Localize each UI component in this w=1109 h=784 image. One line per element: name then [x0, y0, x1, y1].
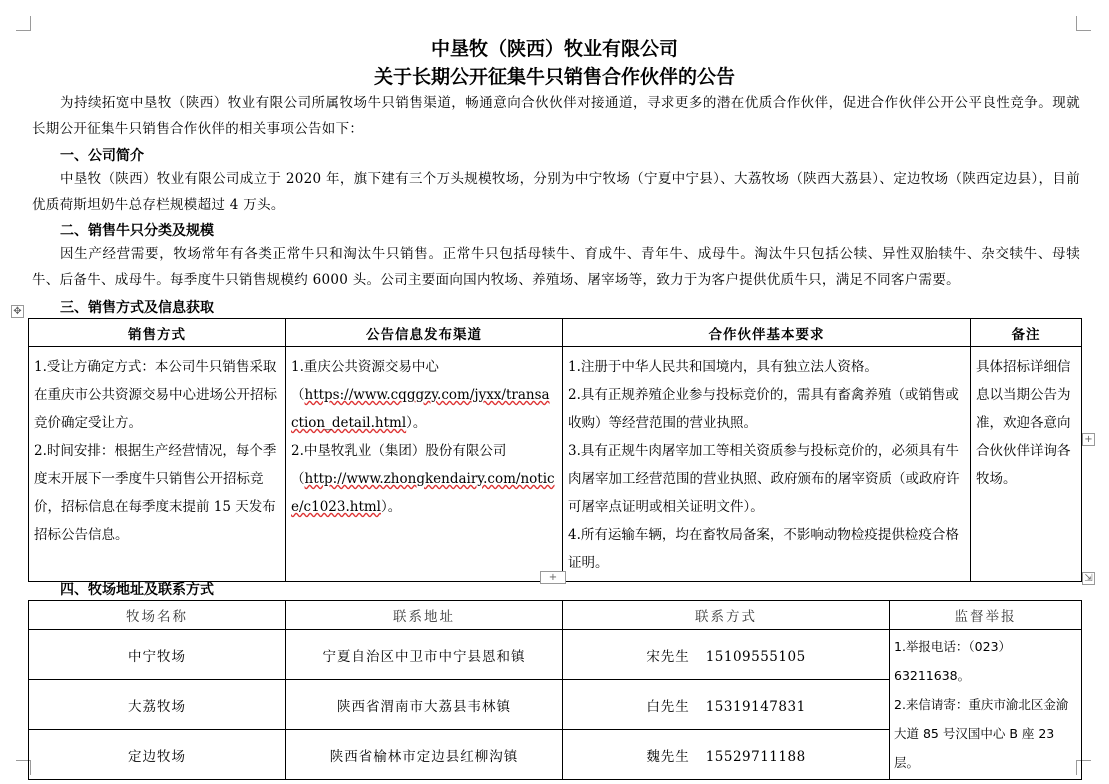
- channel-url-line: [291, 381, 557, 437]
- table-header-row: [29, 319, 1082, 347]
- bracket-open: （: [291, 387, 305, 403]
- sales-method-item: 2.时间安排：根据生产经营情况，每个季度末开展下一季度牛只销售公开招标竞价，招标信息在每季度末提前 15 天发布招标公告信息。: [34, 443, 277, 543]
- channel-link-zhongken[interactable]: http://www.zhongkendairy.com/notice/c1023.html: [291, 471, 555, 515]
- channel-cell: [286, 347, 563, 582]
- notice-title: 关于长期公开征集牛只销售合作伙伴的公告: [373, 66, 735, 88]
- categories-paragraph: 因生产经营需要，牧场常年有各类正常牛只和淘汰牛只销售。正常牛只包括母犊牛、育成牛、青年牛、成母牛。淘汰牛只包括公犊、异性双胎犊牛、杂交犊牛、母犊牛、后备牛、成母牛。每季度牛只销售规模约 6000 头。公司主要面向国内牧场、养殖场、屠宰场等，致力于为客户提供优质牛只，满足不同客户需要。: [32, 246, 1080, 288]
- channel-name: 1.重庆公共资源交易中心: [291, 359, 439, 375]
- section-heading-company: 一、公司简介: [60, 148, 144, 164]
- sales-method-cell: [29, 347, 286, 582]
- channel-link-cqggzy[interactable]: https://www.cqggzy.com/jyxx/transaction_detail.html: [291, 387, 550, 431]
- farm-name: 大荔牧场: [29, 680, 286, 730]
- bracket-close: ）。: [381, 499, 402, 515]
- bracket-close: ）。: [406, 415, 427, 431]
- bracket-open: （: [291, 471, 305, 487]
- table-row: [29, 347, 1082, 582]
- requirements-cell: [563, 347, 971, 582]
- header-publish-channel: 公告信息发布渠道: [286, 319, 563, 347]
- requirement-item: 2.具有正规养殖企业参与投标竞价的，需具有畜禽养殖（或销售或收购）等经营范围的营业执照。: [568, 387, 959, 431]
- farm-contact-table: [28, 600, 1082, 780]
- company-intro-paragraph: 中垦牧（陕西）牧业有限公司成立于 2020 年，旗下建有三个万头规模牧场，分别为中宁牧场（宁夏中宁县）、大荔牧场（陕西大荔县）、定边牧场（陕西定边县），目前优质荷斯坦奶牛总存栏规模超过 4 万头。: [32, 171, 1080, 213]
- section-heading-farms: 四、牧场地址及联系方式: [60, 582, 214, 598]
- header-requirements: 合作伙伴基本要求: [563, 319, 971, 347]
- contact-phone: 15319147831: [705, 698, 806, 715]
- table-row: [29, 630, 1082, 680]
- contact-person: 宋先生: [646, 648, 690, 665]
- requirement-item: 1.注册于中华人民共和国境内，具有独立法人资格。: [568, 359, 878, 375]
- farm-address: 陕西省榆林市定边县红柳沟镇: [286, 730, 563, 780]
- contact-phone: 15529711188: [705, 748, 806, 765]
- farm-address: 宁夏自治区中卫市中宁县恩和镇: [286, 630, 563, 680]
- farm-address: 陕西省渭南市大荔县韦林镇: [286, 680, 563, 730]
- crop-mark-top-right: [1076, 16, 1091, 31]
- contact-phone: 15109555105: [705, 648, 806, 665]
- supervision-cell: [890, 630, 1082, 780]
- section-heading-categories: 二、销售牛只分类及规模: [60, 223, 214, 239]
- report-mail-address: 2.来信请寄：重庆市渝北区金渝大道 85 号汉国中心 B 座 23 层。: [894, 697, 1069, 770]
- add-row-icon[interactable]: +: [540, 571, 566, 584]
- farm-contact: [563, 730, 890, 780]
- header-address: 联系地址: [286, 601, 563, 630]
- contact-person: 魏先生: [646, 748, 690, 765]
- header-sales-method: 销售方式: [29, 319, 286, 347]
- header-remark: 备注: [971, 319, 1082, 347]
- table-header-row: [29, 601, 1082, 630]
- company-name-title: 中垦牧（陕西）牧业有限公司: [430, 38, 678, 60]
- intro-paragraph: 为持续拓宽中垦牧（陕西）牧业有限公司所属牧场牛只销售渠道，畅通意向合伙伙伴对接通道，寻求更多的潜在优质合作伙伴，促进合作伙伴公开公平良性竞争。现就长期公开征集牛只销售合作伙伴的相关事项公告如下：: [32, 95, 1080, 137]
- report-phone: 1.举报电话：（023）63211638。: [894, 639, 1012, 683]
- contact-person: 白先生: [646, 698, 690, 715]
- farm-contact: [563, 630, 890, 680]
- sales-method-item: 1.受让方确定方式：本公司牛只销售采取在重庆市公共资源交易中心进场公开招标竞价确定受让方。: [34, 359, 277, 431]
- header-supervision: 监督举报: [890, 601, 1082, 630]
- table-move-handle-icon[interactable]: ✥: [11, 305, 24, 318]
- header-farm-name: 牧场名称: [29, 601, 286, 630]
- header-contact: 联系方式: [563, 601, 890, 630]
- requirement-item: 3.具有正规牛肉屠宰加工等相关资质参与投标竞价的，必须具有牛肉屠宰加工经营范围的营业执照、政府颁布的屠宰资质（或政府许可屠宰点证明或相关证明文件）。: [568, 443, 960, 515]
- requirement-item: 4.所有运输车辆，均在畜牧局备案，不影响动物检疫提供检疫合格证明。: [568, 527, 959, 571]
- table-resize-handle-icon[interactable]: ⇲: [1082, 572, 1095, 585]
- remark-cell: [971, 347, 1082, 582]
- add-column-icon[interactable]: +: [1082, 433, 1095, 446]
- crop-mark-top-left: [16, 16, 31, 31]
- farm-name: 中宁牧场: [29, 630, 286, 680]
- channel-url-line: [291, 465, 557, 521]
- sales-method-table: [28, 318, 1082, 582]
- farm-name: 定边牧场: [29, 730, 286, 780]
- channel-name: 2.中垦牧乳业（集团）股份有限公司: [291, 443, 507, 459]
- remark-text: 具体招标详细信息以当期公告为准，欢迎各意向合伙伙伴详询各牧场。: [976, 359, 1071, 487]
- section-heading-sales: 三、销售方式及信息获取: [60, 300, 214, 316]
- farm-contact: [563, 680, 890, 730]
